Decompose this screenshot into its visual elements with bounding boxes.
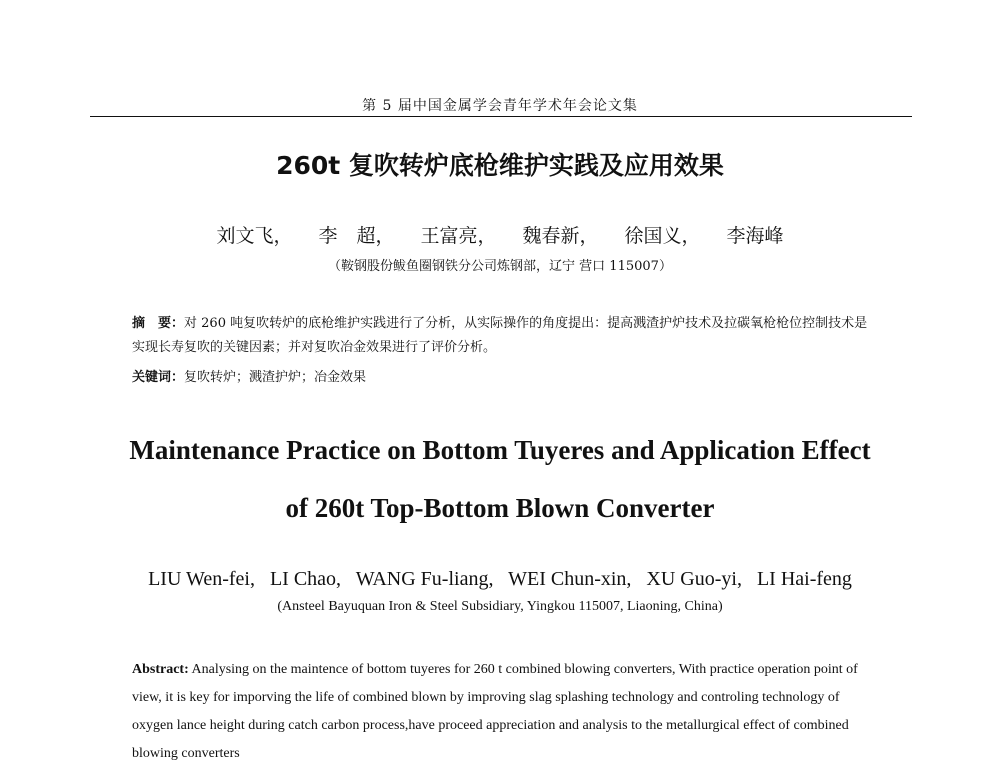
chinese-author: 刘文飞，	[216, 225, 293, 247]
english-author-list: LIU Wen-fei, LI Chao, WANG Fu-liang, WEI Chun-xin, XU Guo-yi, LI Hai-feng	[148, 568, 852, 590]
chinese-author: 王富亮，	[420, 225, 497, 247]
english-affiliation: (Ansteel Bayuquan Iron & Steel Subsidiary, Yingkou 115007, Liaoning, China)	[277, 599, 723, 614]
chinese-abstract-label: 摘 要：	[132, 316, 185, 331]
chinese-author: 李海峰	[726, 225, 784, 247]
chinese-author-list	[0, 221, 1000, 248]
chinese-title: 260t 复吹转炉底枪维护实践及应用效果	[276, 151, 724, 180]
english-abstract-label: Abstract:	[132, 662, 189, 677]
english-title-line-1: Maintenance Practice on Bottom Tuyeres and Application Effect	[129, 435, 871, 465]
chinese-keywords-text: 复吹转炉；溅渣护炉；冶金效果	[184, 370, 367, 385]
chinese-abstract	[132, 312, 877, 360]
english-abstract-text: Analysing on the maintence of bottom tuyeres for 260 t combined blowing converters, With practice operation point of view, it is key for imporving the life of combined blown by improving slag splashing technology and controling technology of oxygen lance height during catch carbon process,have proceed appreciation and analysis to the metallurgical effect of combined blowing converters	[132, 662, 858, 761]
chinese-affiliation: （鞍钢股份鲅鱼圈钢铁分公司炼钢部，辽宁 营口 115007）	[328, 259, 672, 274]
english-title-line-2: of 260t Top-Bottom Blown Converter	[285, 493, 715, 523]
chinese-author: 魏春新，	[522, 225, 599, 247]
english-abstract	[132, 656, 877, 768]
chinese-abstract-text: 对 260 吨复吹转炉的底枪维护实践进行了分析，从实际操作的角度提出：提高溅渣护炉技术及拉碳氧枪枪位控制技术是实现长寿复吹的关键因素；并对复吹冶金效果进行了评价分析。	[132, 316, 868, 355]
chinese-author: 徐国义，	[624, 225, 701, 247]
chinese-keywords	[132, 368, 877, 388]
chinese-keywords-label: 关键词：	[132, 370, 185, 385]
header-rule	[90, 116, 912, 117]
chinese-author: 李 超，	[318, 225, 395, 247]
running-header: 第 5 届中国金属学会青年学术年会论文集	[362, 98, 638, 114]
